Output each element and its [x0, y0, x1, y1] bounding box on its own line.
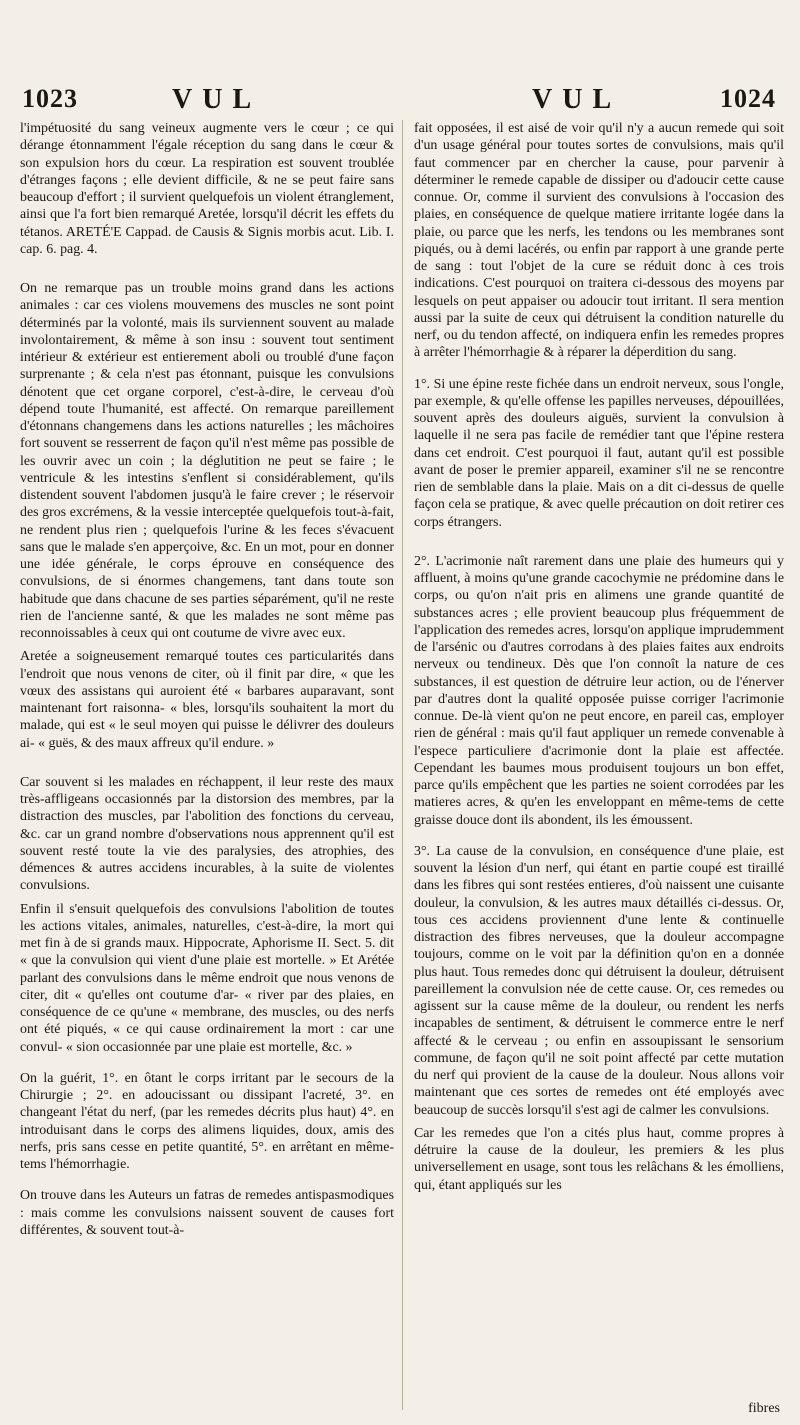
column-divider [402, 120, 403, 1410]
running-head-left: VUL [172, 84, 262, 115]
page-number-right: 1024 [720, 84, 776, 113]
paragraph: On la guérit, 1°. en ôtant le corps irritant par le secours de la Chirurgie ; 2°. en adoucissant ou dissipant l'acreté, 3°. en changeant l'état du nerf, (par les remedes décrits plus haut) 4°. en introduisant dans le corps des alimens liquides, doux, amis des nerfs, pris sans cesse en petite quantité, 5°. en arrêtant en même-tems l'hémorrhagie. [20, 1070, 394, 1172]
catchword: fibres [748, 1401, 780, 1416]
running-head-right: VUL [532, 84, 622, 115]
paragraph: Enfin il s'ensuit quelquefois des convulsions l'abolition de toutes les actions vitales, animales, naturelles, c'est-à-dire, la mort qui met fin à de si grands maux. Hippocrate, Aphorisme II. Sect. 5. dit « que la convulsion qui vient d'une plaie est mortelle. » Et Arétée parlant des convulsions dans le même endroit que nous venons de citer, dit « qu'elles ont coutume d'ar- « river par des plaies, en conséquence de ce qu'une « membrane, des muscles, ou des nerfs ont été piqués, « ce qui cause ordinairement la mort : car une convul- « sion occasionnée par une plaie est mortelle, &c. » [20, 901, 394, 1055]
paragraph: On trouve dans les Auteurs un fatras de remedes antispasmodiques : mais comme les convulsions naissent souvent de causes fort différentes, & souvent tout-à- [20, 1188, 394, 1238]
right-column [414, 120, 784, 1200]
paragraph: Car les remedes que l'on a cités plus haut, comme propres à détruire la cause de la douleur, les premiers & les plus universellement en usage, sont tous les relâchans & les émolliens, qui, étant appliqués sur les [414, 1125, 784, 1193]
paragraph: 2°. L'acrimonie naît rarement dans une plaie des humeurs qui y affluent, à moins qu'une grande cacochymie ne prédomine dans le corps, ou qu'on n'ait pris en alimens une grande quantité de substances acres ; elle provient beaucoup plus fréquemment de l'application des remedes acres, lorsqu'on applique imprudemment de l'arsénic ou d'autres corrodans à des plaies faites aux endroits nerveux ou tendineux. Dès que l'on connoît la nature de ces substances, il est question de détruire leur action, ou de l'énerver par d'autres dont la qualité opposée puisse corriger l'acrimonie connue. De-là vient qu'on ne peut encore, en pareil cas, employer rien de général : mais qu'il faut appliquer un remede convenable à l'espece particuliere d'acrimonie dont la plaie est affectée. Cependant les baumes mous produisent toujours un bon effet, parce qu'ils empêchent que les parties ne soient corrodées par les matieres acres, & qu'en les enveloppant en même-tems de cette graisse douce dont ils abondent, ils les émoussent. [414, 553, 784, 828]
paragraph: 3°. La cause de la convulsion, en conséquence d'une plaie, est souvent la lésion d'un nerf, qui étant en partie coupé est tiraillé dans les fibres qui sont restées entieres, d'où naissent une cuisante douleur, la convulsion, & les autres maux détaillés ci-dessus. Or, tous ces accidens proviennent d'une lente & continuelle distraction des fibres nerveuses, que la douleur accompagne toujours, comme on le voit par la définition qu'on en a donnée plus haut. Tous remedes donc qui détruisent la douleur, détruisent pareillement la convulsion née de cette cause. Or, ces remedes ou agissent sur la cause même de la douleur, ou rendent les nerfs incapables de sentiment, & détruisent le commerce entre le nerf affecté & le cerveau ; ou enfin en assoupissant le sensorium commune, de façon qu'il ne soit point affecté par cette mutation du nerf qui provient de la cause de la douleur. Nous allons voir maintenant que ces sortes de remedes ont été employés avec beaucoup de succès lorsqu'il s'est agi de calmer les convulsions. [414, 843, 784, 1118]
left-column [20, 120, 394, 1245]
page-number-left: 1023 [22, 84, 78, 113]
paragraph: 1°. Si une épine reste fichée dans un endroit nerveux, sous l'ongle, par exemple, & qu'elle offense les papilles nerveuses, dépouillées, souvent après des douleurs aiguës, survient la convulsion à laquelle il ne sera pas facile de remédier tant que l'épine restera dans cet endroit. C'est pourquoi il faut, autant qu'il est possible avant de poser le premier appareil, examiner s'il ne se rencontre rien de semblable dans la plaie. Mais on a dit ci-dessus de quelle façon cela se pratique, & avec quelle précaution on doit retirer ces corps étrangers. [414, 376, 784, 530]
paragraph: On ne remarque pas un trouble moins grand dans les actions animales : car ces violens mouvemens des muscles ne sont point déterminés par la volonté, mais ils surviennent souvent au malade involontairement, & même à son insu : souvent tout sentiment intérieur & extérieur est entierement aboli ou troublé d'une façon surprenante ; & cela n'est pas étonnant, puisque les convulsions dénotent que cet organe corporel, c'est-à-dire, le cerveau d'où dépend toute l'humanité, est affecté. On remarque pareillement d'étonnans changemens dans les actions naturelles ; les mâchoires fort souvent se resserrent de façon qu'il n'est même pas possible de les ouvrir avec un coin ; la déglutition ne peut se faire ; le ventricule & les intestins s'enflent si considérablement, qu'ils distendent souvent l'abdomen jusqu'à le faire crever ; le réservoir des gros excrémens, & la vessie interceptée quelquefois tout-à-fait, ne rendent plus rien ; quelquefois l'urine & les feces s'évacuent sans que le malade s'en apperçoive, &c. En un mot, pour en donner une idée générale, le corps éprouve en conséquence des convulsions, de si énormes changemens, tant dans toute son habitude que dans chacune de ses parties séparément, qu'il ne reste rien de l'ancienne santé, & que les malades ne sont même pas reconnoissables à ceux qui ont coutume de vivre avec eux. [20, 281, 394, 641]
paragraph: Aretée a soigneusement remarqué toutes ces particularités dans l'endroit que nous venons de citer, où il finit par dire, « que les vœux des assistans qui auroient été « barbares auparavant, sont maintenant fort raisonna- « bles, lorsqu'ils souhaitent la mort du malade, qui est « le seul moyen qui puisse le délivrer des douleurs ai- « guës, & des maux affreux qu'il endure. » [20, 649, 394, 751]
paragraph: Car souvent si les malades en réchappent, il leur reste des maux très-affligeans occasionnés par la distorsion des membres, par la distraction des muscles, par l'abolition des fonctions du cerveau, &c. car un grand nombre d'observations nous apprennent qu'il est souvent resté toute la vie des paralysies, des atrophies, des démences & autres accidens incurables, à la suite de violentes convulsions. [20, 774, 394, 894]
paragraph: l'impétuosité du sang veineux augmente vers le cœur ; ce qui dérange étonnamment l'égale réception du sang dans le cœur & son expulsion hors du cœur. La respiration est souvent troublée d'étranges façons ; elle devient difficile, & ne se peut faire sans beaucoup d'effort ; il survient quelquefois un violent étranglement, ainsi que l'a fort bien remarqué Aretée, lorsqu'il décrit les effets du tétanos. ARETÉ'E Cappad. de Causis & Signis morbis acut. Lib. I. cap. 6. pag. 4. [20, 121, 394, 257]
paragraph: fait opposées, il est aisé de voir qu'il n'y a aucun remede qui soit d'un usage général pour toutes sortes de convulsions, mais qu'il faut commencer par en chercher la cause, pour parvenir à déterminer le remede capable de dissiper ou d'adoucir cette cause connue. Or, comme il survient des convulsions à l'occasion des plaies, en conséquence de quelque matiere irritante logée dans la plaie, ou parce que les nerfs, les tendons ou les membranes sont piqués, ou à demi lacérés, ou enfin par rapport à une grande perte de sang : tout l'objet de la cure se réduit donc à ces trois indications. C'est pourquoi on traitera ci-dessous des moyens par lesquels on peut appaiser ou adoucir tout irritant. Il sera mention aussi par la suite de ceux qui détruisent la condition naturelle du nerf, ou du tendon affecté, on indiquera enfin les remedes propres à arrêter l'hémorrhagie & à réparer la déperdition du sang. [414, 121, 784, 361]
